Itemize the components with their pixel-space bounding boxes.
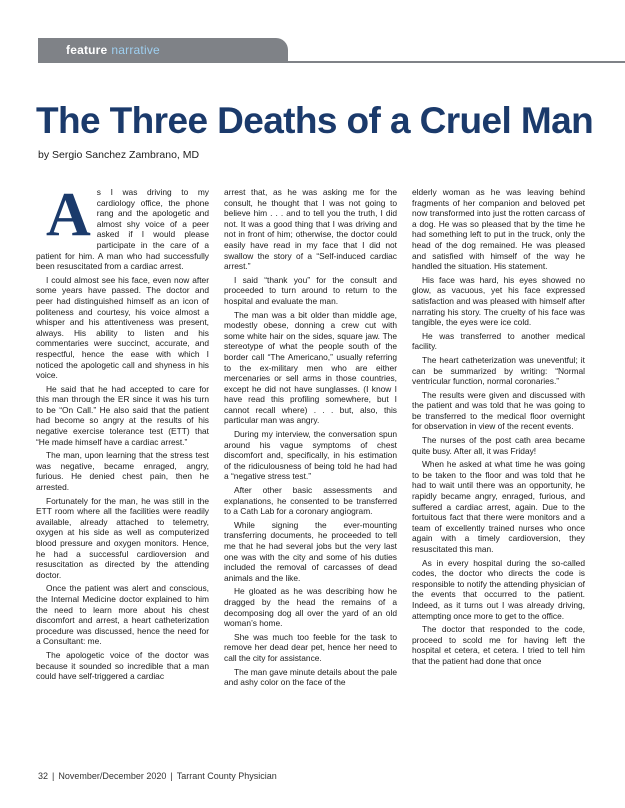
paragraph: When he asked at what time he was going to be taken to the floor and was told that he had to wait until there was an opportunity, he rapidly became angry, enraged, furious, and suffered a cardiac arrest, again. Due to the fortuitous fact that there were monitors and a team of excellently trained nurses who once again with a timely cardioversion, they resuscitated this man. bbox=[412, 459, 585, 554]
paragraph: I said “thank you” for the consult and proceeded to turn around to return to the hospital and evaluate the man. bbox=[224, 274, 397, 306]
paragraph: He was transferred to another medical facility. bbox=[412, 330, 585, 352]
paragraph: elderly woman as he was leaving behind fragments of her companion and beloved pet now transformed into just the rotten carcass of a dog. He was so pleased that by the time he had something left to put in the truck, only the head of the dog remained. He was pleased and satisfied with himself of the way he handled the situation. His statement. bbox=[412, 187, 585, 272]
column-3 bbox=[412, 187, 585, 757]
drop-cap: A bbox=[46, 187, 91, 249]
section-sublabel: narrative bbox=[111, 43, 160, 57]
publication-name: Tarrant County Physician bbox=[176, 771, 277, 781]
paragraph: The results were given and discussed with the patient and was told that he was going to be transferred to the medical floor overnight for observation in view of the recent events. bbox=[412, 389, 585, 432]
paragraph: He gloated as he was describing how he dragged by the head the remains of a decomposing dog all over the yard of an old woman’s home. bbox=[224, 586, 397, 629]
section-label: feature bbox=[66, 43, 108, 57]
paragraph: I could almost see his face, even now after some years have passed. The doctor and peer had distinguished himself as an icon of politeness and courtesy, his voice almost a whisper and his attentiveness was present, always. His ability to listen and his commentaries were succinct, accurate, and respectful, hence the ease with which I noticed the apologetic call and shyness in his voice. bbox=[36, 274, 209, 381]
paragraph: As in every hospital during the so-called codes, the doctor who directs the code is responsible to notify the attending physician of the events that occurred to the patient. Indeed, as it turns out I was already driving, attempting once more to get to the office. bbox=[412, 557, 585, 621]
article-body bbox=[0, 187, 625, 757]
paragraph: The nurses of the post cath area became quite busy. After all, it was Friday! bbox=[412, 435, 585, 456]
section-tab bbox=[38, 38, 288, 62]
paragraph: arrest that, as he was asking me for the consult, he thought that I was not going to believe him . . . and to tell you the truth, I did not. It was a good thing that I was driving and not in front of him; otherwise, the doctor could easily have read in my face that I did not swallow the story of a “Self-induced cardiac arrest.” bbox=[224, 187, 397, 272]
paragraph: The man gave minute details about the pale and ashy color on the face of the bbox=[224, 666, 397, 688]
paragraph: The doctor that responded to the code, proceed to scold me for having left the hospital et cetera, et cetera. I tried to tell him that the patient had done that once bbox=[412, 624, 585, 666]
paragraph: Fortunately for the man, he was still in the ETT room where all the facilities were readily available, already attached to telemetry, oxygen at his side as well as computerized blood pressure and oxygen monitors. Hence, he had a successful cardioversion and resuscitation as directed by the attending doctor. bbox=[36, 495, 209, 580]
column-1 bbox=[36, 187, 209, 757]
paragraph: His face was hard, his eyes showed no glow, as vacuous, yet his face expressed satisfaction and was pleased with himself after narrating his story. The cruelty of his face was tangible, the eyes were ice cold. bbox=[412, 274, 585, 328]
paragraph: Once the patient was alert and conscious, the Internal Medicine doctor explained to him the need to learn more about his chest discomfort and arrest, a heart catheterization procedure was discussed, hence the need for a Consultant: me. bbox=[36, 583, 209, 647]
paragraph: During my interview, the conversation spun around his vague symptoms of chest discomfort and, specifically, in his estimation of the ridiculousness of being told he had had a “negative stress test.” bbox=[224, 429, 397, 482]
paragraph: After other basic assessments and explanations, he consented to be transferred to a Cath Lab for a coronary angiogram. bbox=[224, 485, 397, 517]
paragraph: s I was driving to my cardiology office, the phone rang and the apologetic and almost shy voice of a peer asked if I would please participate in the care of a patient for him. A man who had successfully been resuscitated from a cardiac arrest. bbox=[36, 187, 209, 272]
article-title: The Three Deaths of a Cruel Man bbox=[36, 100, 594, 141]
footer-separator: | bbox=[52, 771, 55, 781]
paragraph: The heart catheterization was uneventful; it can be summarized by writing: “Normal ventricular function, normal coronaries.” bbox=[412, 354, 585, 387]
byline: by Sergio Sanchez Zambrano, MD bbox=[38, 149, 200, 161]
paragraph: The apologetic voice of the doctor was because it sounded so incredible that a man could have self-triggered a cardiac bbox=[36, 649, 209, 682]
footer-separator: | bbox=[170, 771, 173, 781]
paragraph: While signing the ever-mounting transferring documents, he proceeded to tell me that he had several jobs but the very last one was with the city and some of his duties included the removal of carcasses of dead animals and the like. bbox=[224, 519, 397, 583]
paragraph: The man was a bit older than middle age, modestly obese, donning a crew cut with some white hair on the sides, square jaw. The stereotype of what the people south of the border call “The Americano,” usually referring to the ex-military men who are either mercenaries or sell arms in those countries, except he did not have sunglasses. (I know I have read this profiling somewhere, but I cannot recall where) . . . but, also, this particular man was angry. bbox=[224, 309, 397, 426]
issue-date: November/December 2020 bbox=[58, 771, 167, 781]
page-footer bbox=[38, 771, 277, 781]
column-2 bbox=[224, 187, 397, 757]
paragraph: The man, upon learning that the stress test was negative, became enraged, angry, furious. He denied chest pain, then he arrested. bbox=[36, 450, 209, 493]
page-number: 32 bbox=[38, 771, 49, 781]
header-rule bbox=[38, 61, 625, 63]
paragraph: She was much too feeble for the task to remove her dead dear pet, hence her need to call the city for assistance. bbox=[224, 631, 397, 663]
paragraph: He said that he had accepted to care for this man through the ER since it was his turn to be “On Call.” He also said that the patient had become so angry at the results of his negative exercise tolerance test (ETT) that “He made himself have a cardiac arrest.” bbox=[36, 383, 209, 447]
